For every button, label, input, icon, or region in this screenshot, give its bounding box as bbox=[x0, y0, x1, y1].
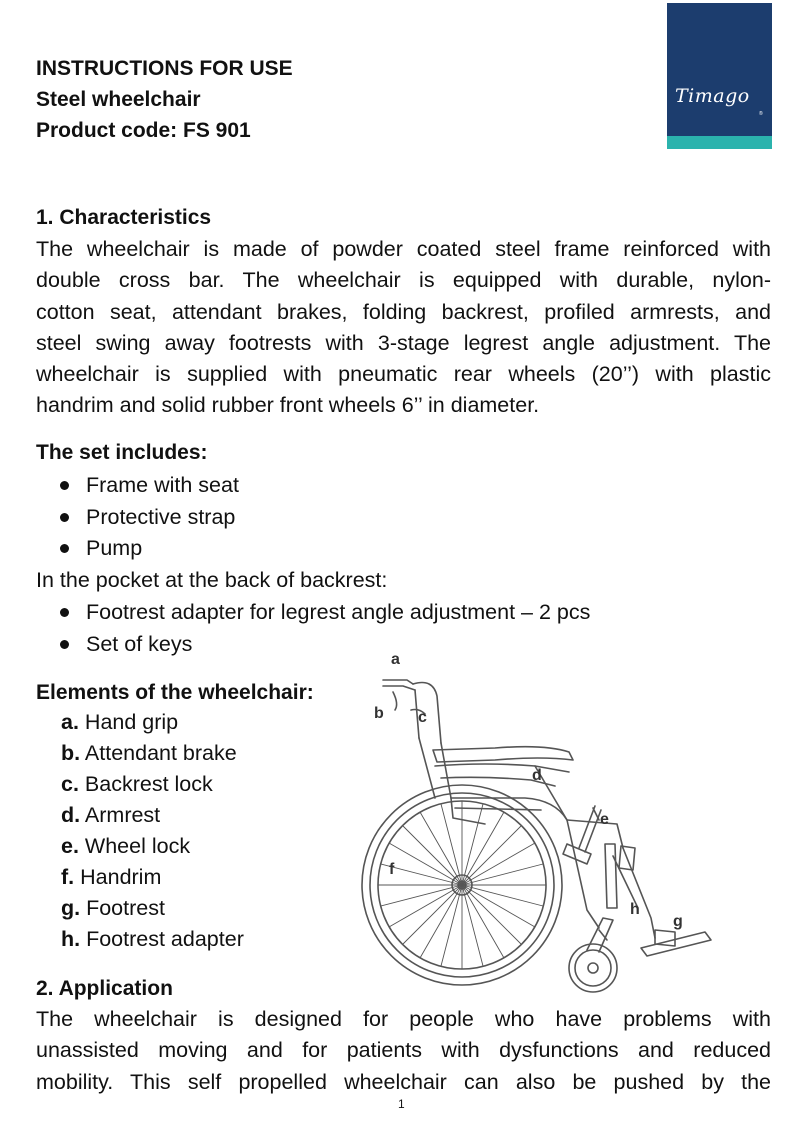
paragraph-line: The wheelchair is made of powder coated steel frame reinforced with bbox=[36, 237, 771, 261]
list-item: Set of keys bbox=[58, 629, 590, 661]
callout-label-d: d bbox=[532, 767, 542, 784]
page-number: 1 bbox=[398, 1097, 405, 1111]
logo-wordmark: Timago bbox=[675, 85, 750, 107]
backrest-frame bbox=[383, 680, 451, 798]
callout-label-b: b bbox=[374, 705, 384, 722]
paragraph-line: cotton seat, attendant brakes, folding backrest, profiled armrests, and bbox=[36, 299, 771, 324]
callout-label-f: f bbox=[389, 861, 395, 878]
front-caster bbox=[569, 918, 617, 992]
list-item: e. Wheel lock bbox=[61, 834, 191, 858]
section-2-heading: 2. Application bbox=[36, 977, 173, 1000]
bullet-icon bbox=[60, 513, 69, 522]
bullet-icon bbox=[60, 608, 69, 617]
set-includes-heading: The set includes: bbox=[36, 441, 208, 464]
document-header bbox=[36, 53, 293, 146]
logo-background bbox=[667, 3, 772, 136]
rear-wheel bbox=[362, 785, 562, 985]
wheel-lock bbox=[563, 806, 601, 864]
callout-label-g: g bbox=[673, 913, 683, 930]
pocket-text: In the pocket at the back of backrest: bbox=[36, 568, 388, 592]
callout-label-a: a bbox=[391, 651, 400, 668]
bullet-icon bbox=[60, 481, 69, 490]
section-1-heading: 1. Characteristics bbox=[36, 206, 212, 229]
bullet-icon bbox=[60, 544, 69, 553]
paragraph-line: double cross bar. The wheelchair is equipped with durable, nylon- bbox=[36, 268, 771, 293]
list-item: f. Handrim bbox=[61, 865, 162, 889]
elements-list bbox=[61, 707, 244, 955]
brand-logo bbox=[667, 3, 772, 149]
paragraph-line: steel swing away footrests with 3-stage legrest angle adjustment. The bbox=[36, 330, 771, 355]
list-item: d. Armrest bbox=[61, 803, 161, 827]
list-item: Protective strap bbox=[58, 502, 239, 534]
callout-label-e: e bbox=[600, 811, 609, 828]
header-title: INSTRUCTIONS FOR USE bbox=[36, 57, 293, 80]
logo-registered-mark: ® bbox=[759, 111, 763, 117]
paragraph-line: The wheelchair is designed for people who have problems with bbox=[36, 1007, 771, 1031]
list-item: Pump bbox=[58, 533, 239, 565]
list-item: Footrest adapter for legrest angle adjustment – 2 pcs bbox=[58, 597, 590, 629]
list-item: a. Hand grip bbox=[61, 710, 179, 734]
logo-accent-bar bbox=[667, 136, 772, 149]
list-item: h. Footrest adapter bbox=[61, 927, 244, 951]
paragraph-line: handrim and solid rubber front wheels 6’’ in diameter. bbox=[36, 393, 540, 418]
set-includes-list bbox=[58, 470, 239, 565]
wheelchair-diagram bbox=[355, 648, 735, 1000]
list-item: c. Backrest lock bbox=[61, 772, 213, 796]
callout-label-c: c bbox=[418, 709, 427, 726]
header-product-name: Steel wheelchair bbox=[36, 88, 201, 111]
paragraph-line: wheelchair is supplied with pneumatic rear wheels (20’’) with plastic bbox=[36, 362, 771, 387]
paragraph-line: mobility. This self propelled wheelchair can also be pushed by the bbox=[36, 1069, 771, 1094]
header-product-code: Product code: FS 901 bbox=[36, 119, 251, 142]
list-item: g. Footrest bbox=[61, 896, 165, 920]
bullet-icon bbox=[60, 640, 69, 649]
list-item: Frame with seat bbox=[58, 470, 239, 502]
section-1-paragraph bbox=[36, 234, 771, 422]
section-2-paragraph bbox=[36, 1004, 771, 1098]
callout-label-h: h bbox=[630, 901, 640, 918]
elements-heading: Elements of the wheelchair: bbox=[36, 681, 314, 704]
list-item: b. Attendant brake bbox=[61, 741, 237, 765]
paragraph-line: unassisted moving and for patients with dysfunctions and reduced bbox=[36, 1038, 771, 1063]
